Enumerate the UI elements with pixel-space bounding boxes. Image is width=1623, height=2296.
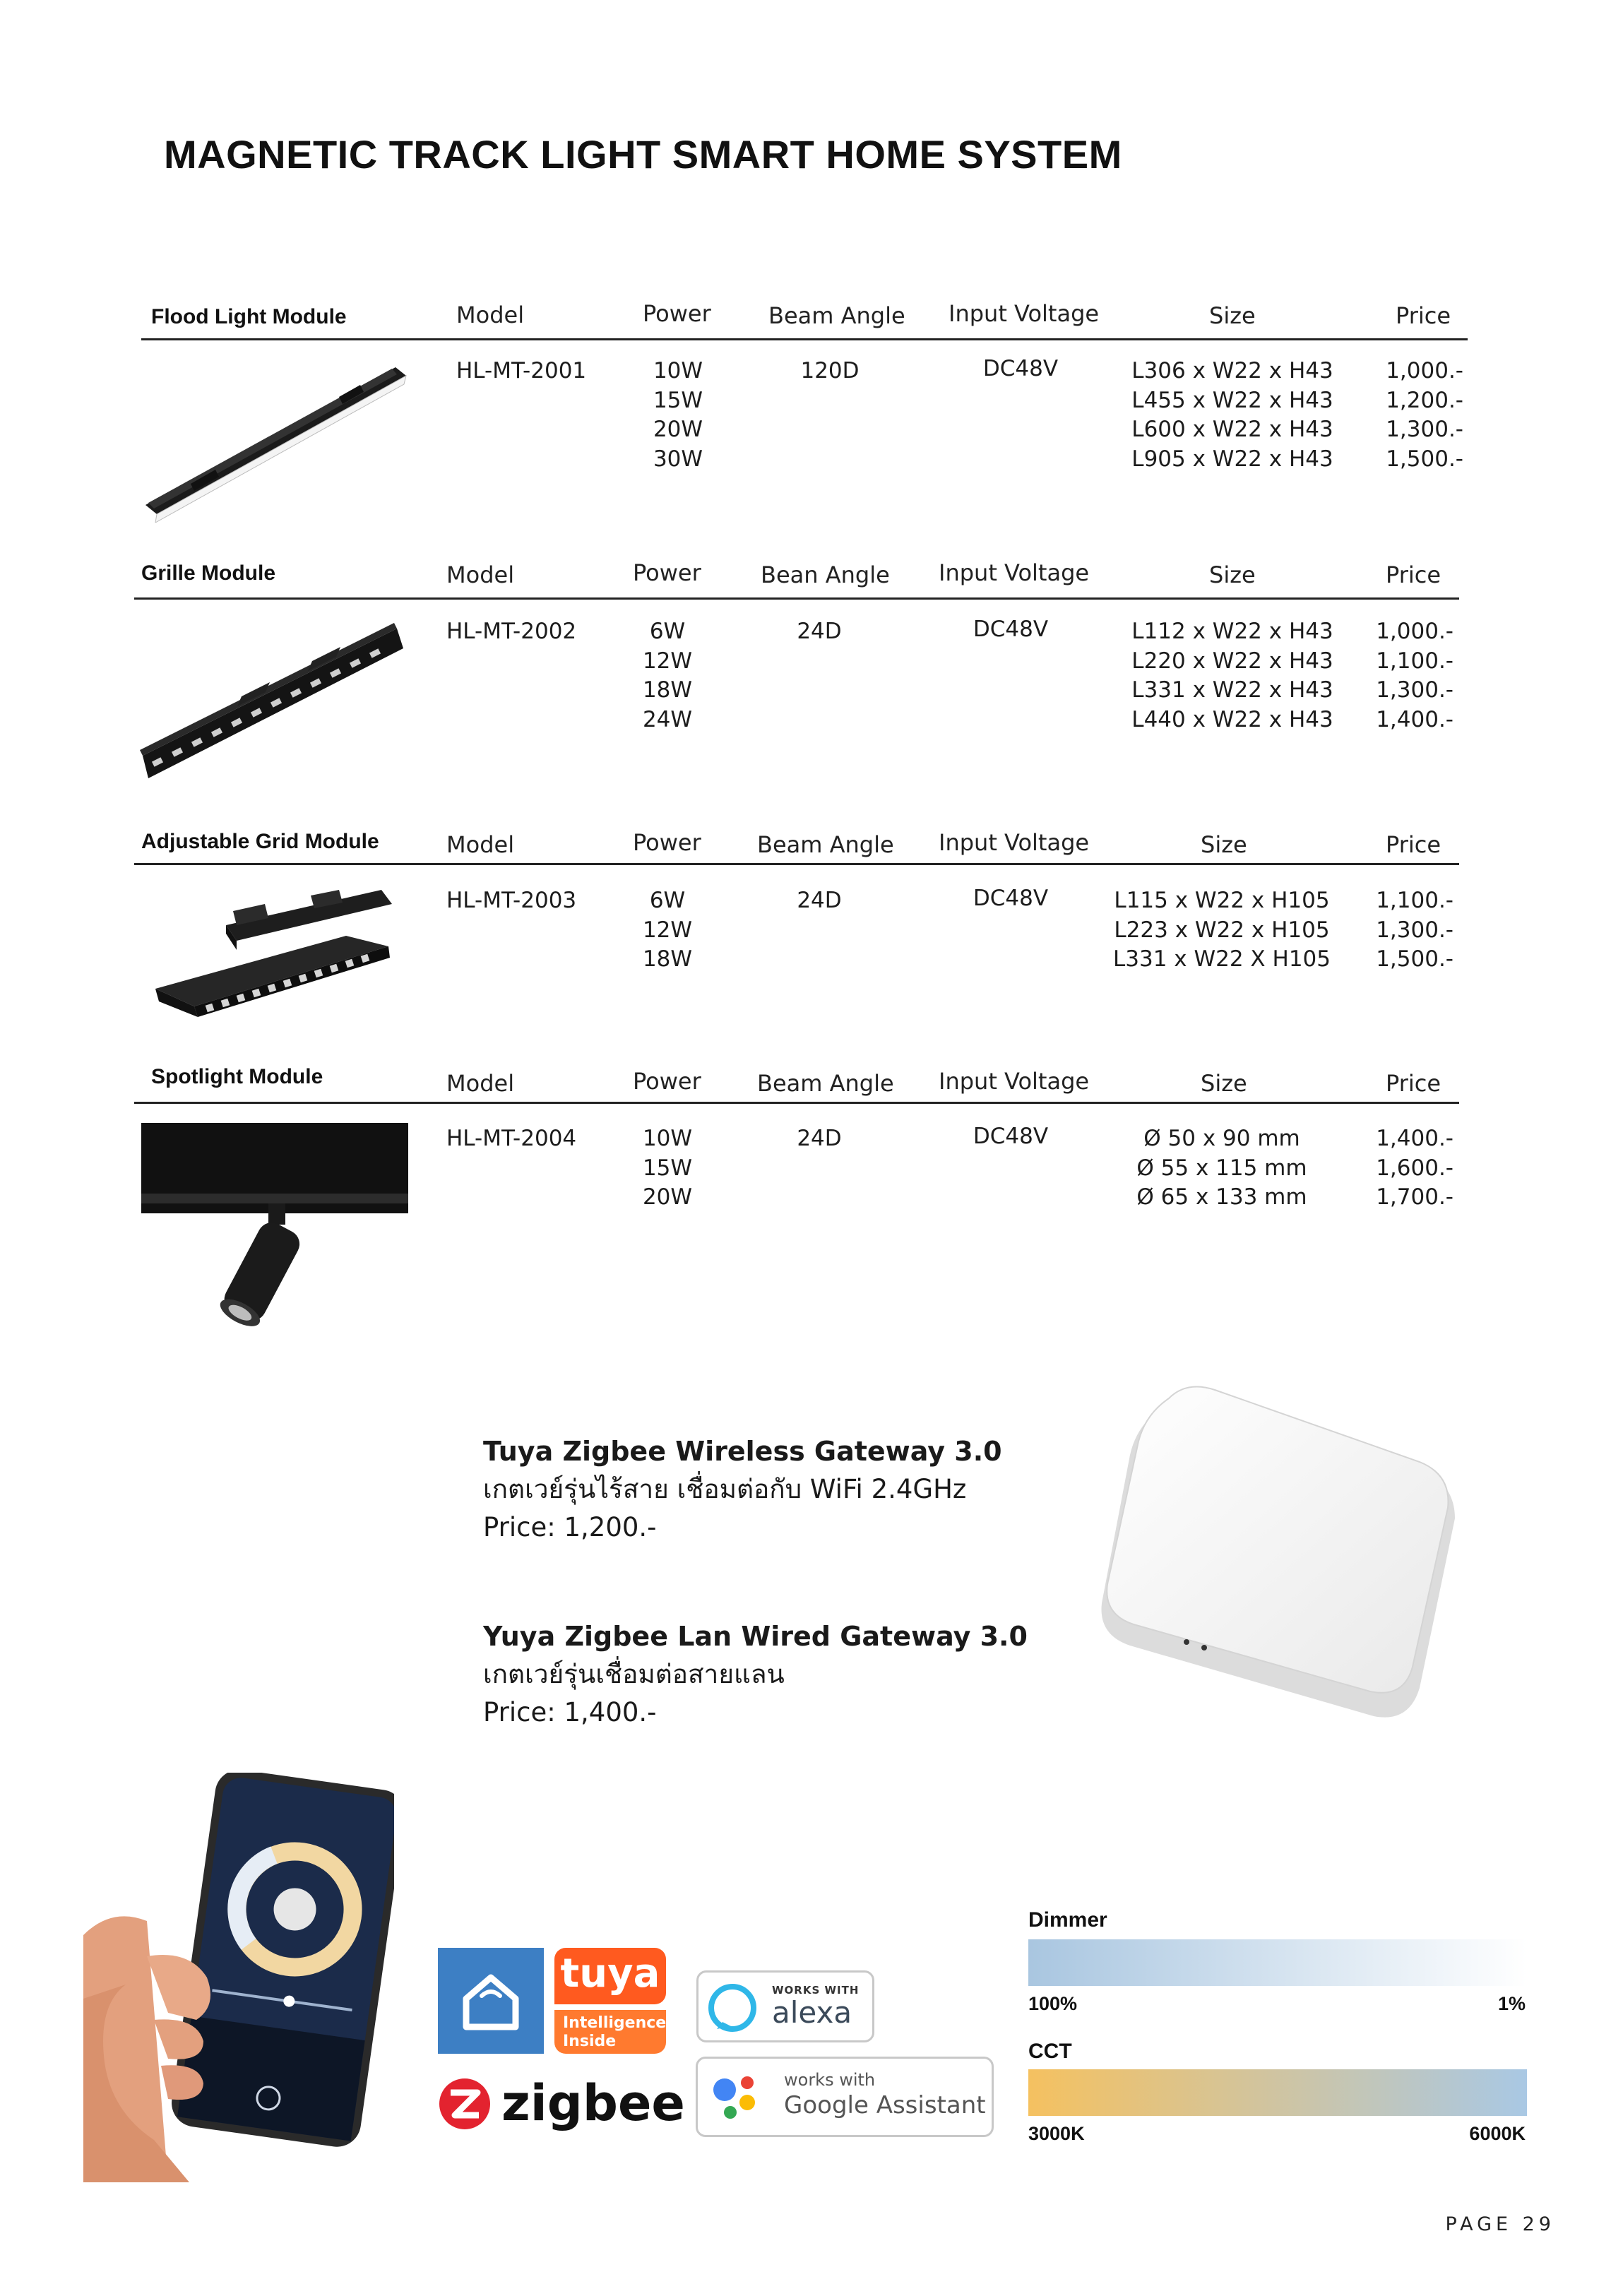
col-header-price: Price	[1386, 831, 1441, 858]
smart-life-logo	[438, 1948, 544, 2054]
col-header-power: Power	[633, 559, 701, 586]
tuya-sub-line: Intelligence	[563, 2014, 667, 2032]
col-header-model: Model	[446, 831, 515, 858]
cct-label: CCT	[1028, 2040, 1072, 2063]
price-value: 1,000.-	[1386, 358, 1463, 383]
power-value: 20W	[642, 1184, 693, 1210]
col-header-power: Power	[643, 300, 711, 327]
price-value: 1,300.-	[1376, 677, 1453, 703]
price-list	[1342, 617, 1453, 734]
power-list	[625, 1124, 710, 1213]
model-cell: HL-MT-2002	[446, 619, 577, 644]
header-rule	[141, 338, 1468, 340]
header-rule	[134, 1102, 1459, 1104]
col-header-price: Price	[1386, 561, 1441, 588]
power-value: 10W	[642, 1126, 693, 1151]
cct-max: 6000K	[1469, 2123, 1526, 2144]
price-list	[1342, 1124, 1453, 1213]
size-list	[1123, 617, 1342, 734]
power-value: 6W	[649, 619, 686, 644]
section-title: Adjustable Grid Module	[141, 830, 379, 853]
power-list	[636, 357, 720, 474]
spotlight-module-image	[141, 1123, 410, 1335]
section-title: Flood Light Module	[151, 305, 347, 328]
alexa-top-text: WORKS WITH	[772, 1984, 860, 1997]
model-cell: HL-MT-2001	[456, 358, 587, 383]
col-header-voltage: Input Voltage	[939, 1068, 1090, 1095]
google-assistant-badge	[696, 2057, 994, 2137]
col-header-price: Price	[1396, 302, 1451, 329]
size-value: L440 x W22 x H43	[1131, 706, 1333, 732]
price-value: 1,500.-	[1376, 946, 1453, 972]
angle-cell: 24D	[797, 1126, 842, 1151]
gateway-description: เกตเวย์รุ่นเชื่อมต่อสายแลน	[483, 1659, 785, 1689]
col-header-model: Model	[446, 1070, 515, 1097]
cct-gradient-bar	[1028, 2069, 1527, 2116]
angle-cell: 24D	[797, 888, 842, 913]
power-value: 10W	[653, 358, 703, 383]
power-value: 24W	[642, 706, 693, 732]
col-header-voltage: Input Voltage	[939, 559, 1090, 586]
col-header-angle: Beam Angle	[757, 831, 894, 858]
size-list	[1112, 1124, 1331, 1213]
price-value: 1,100.-	[1376, 648, 1453, 674]
col-header-model: Model	[456, 302, 525, 328]
google-wordmark: Google Assistant	[784, 2091, 986, 2119]
size-value: L331 x W22 X H105	[1112, 946, 1331, 972]
power-value: 20W	[653, 417, 703, 442]
power-value: 12W	[642, 917, 693, 943]
power-value: 12W	[642, 648, 693, 674]
size-value: L905 x W22 x H43	[1131, 446, 1333, 472]
zigbee-icon	[438, 2077, 492, 2131]
col-header-angle: Bean Angle	[761, 561, 890, 588]
header-rule	[134, 863, 1459, 865]
gateway-name: Tuya Zigbee Wireless Gateway 3.0	[483, 1436, 1002, 1467]
power-value: 15W	[642, 1155, 693, 1181]
tuya-sub-line: Inside	[563, 2033, 617, 2050]
col-header-voltage: Input Voltage	[939, 829, 1090, 856]
tuya-logo	[554, 1948, 666, 2054]
col-header-price: Price	[1386, 1070, 1441, 1097]
dimmer-label: Dimmer	[1028, 1908, 1107, 1932]
col-header-power: Power	[633, 829, 701, 856]
price-list	[1356, 357, 1463, 474]
page-title: MAGNETIC TRACK LIGHT SMART HOME SYSTEM	[164, 132, 1122, 177]
voltage-cell: DC48V	[973, 617, 1049, 642]
power-value: 15W	[653, 387, 703, 413]
google-top-text: works with	[784, 2070, 876, 2090]
price-value: 1,300.-	[1386, 417, 1463, 442]
price-value: 1,500.-	[1386, 446, 1463, 472]
voltage-cell: DC48V	[982, 356, 1059, 381]
power-value: 30W	[653, 446, 703, 472]
cct-min: 3000K	[1028, 2123, 1085, 2144]
alexa-badge	[696, 1970, 874, 2042]
voltage-cell: DC48V	[973, 1124, 1049, 1149]
dimmer-gradient-bar	[1028, 1939, 1527, 1986]
size-list	[1109, 886, 1335, 975]
zigbee-logo	[438, 2073, 685, 2136]
zigbee-wordmark: zigbee	[501, 2074, 685, 2132]
size-list	[1123, 357, 1342, 474]
price-value: 1,400.-	[1376, 1126, 1453, 1151]
voltage-cell: DC48V	[973, 886, 1049, 911]
col-header-size: Size	[1209, 302, 1256, 329]
price-value: 1,700.-	[1376, 1184, 1453, 1210]
section-title: Grille Module	[141, 561, 276, 585]
grille-module-image	[138, 614, 407, 784]
col-header-voltage: Input Voltage	[949, 300, 1100, 327]
col-header-size: Size	[1201, 1070, 1247, 1097]
size-value: L223 x W22 x H105	[1114, 917, 1330, 943]
adjustable-grid-module-image	[148, 883, 396, 1024]
size-value: L600 x W22 x H43	[1131, 417, 1333, 442]
tuya-wordmark: tuya	[554, 1948, 666, 2004]
home-icon	[438, 1948, 544, 2054]
dimmer-min: 100%	[1028, 1993, 1078, 2014]
power-list	[625, 886, 710, 975]
zigbee-gateway-image	[1088, 1384, 1483, 1744]
size-value: Ø 50 x 90 mm	[1143, 1126, 1300, 1151]
section-title: Spotlight Module	[151, 1065, 323, 1088]
alexa-wordmark: alexa	[772, 1995, 852, 2030]
size-value: L220 x W22 x H43	[1131, 648, 1333, 674]
angle-cell: 120D	[800, 358, 860, 383]
phone-app-image	[83, 1773, 394, 2182]
price-value: 1,100.-	[1376, 888, 1453, 913]
size-value: L455 x W22 x H43	[1131, 387, 1333, 413]
google-assistant-icon	[711, 2073, 767, 2122]
alexa-icon	[707, 1982, 758, 2033]
gateway-info	[483, 1432, 1028, 1732]
price-list	[1342, 886, 1453, 975]
size-value: L331 x W22 x H43	[1131, 677, 1333, 703]
col-header-power: Power	[633, 1068, 701, 1095]
price-value: 1,200.-	[1386, 387, 1463, 413]
model-cell: HL-MT-2003	[446, 888, 577, 913]
col-header-angle: Beam Angle	[757, 1070, 894, 1097]
size-value: L112 x W22 x H43	[1131, 619, 1333, 644]
power-value: 6W	[649, 888, 686, 913]
gateway-price: Price: 1,200.-	[483, 1512, 657, 1542]
col-header-angle: Beam Angle	[768, 302, 905, 329]
size-value: L115 x W22 x H105	[1114, 888, 1330, 913]
col-header-size: Size	[1209, 561, 1256, 588]
page-number: PAGE 29	[1445, 2213, 1555, 2235]
size-value: Ø 65 x 133 mm	[1136, 1184, 1307, 1210]
flood-light-module-image	[141, 353, 410, 523]
price-value: 1,300.-	[1376, 917, 1453, 943]
price-value: 1,600.-	[1376, 1155, 1453, 1181]
size-value: L306 x W22 x H43	[1131, 358, 1333, 383]
price-value: 1,000.-	[1376, 619, 1453, 644]
size-value: Ø 55 x 115 mm	[1136, 1155, 1307, 1181]
tuya-subtitle	[554, 2010, 666, 2054]
power-value: 18W	[642, 677, 693, 703]
header-rule	[134, 597, 1459, 600]
gateway-price: Price: 1,400.-	[483, 1697, 657, 1727]
col-header-model: Model	[446, 561, 515, 588]
power-list	[625, 617, 710, 734]
gateway-description: เกตเวย์รุ่นไร้สาย เชื่อมต่อกับ WiFi 2.4GHz	[483, 1474, 967, 1504]
model-cell: HL-MT-2004	[446, 1126, 577, 1151]
gateway-name: Yuya Zigbee Lan Wired Gateway 3.0	[483, 1621, 1028, 1652]
dimmer-max: 1%	[1497, 1993, 1526, 2014]
price-value: 1,400.-	[1376, 706, 1453, 732]
angle-cell: 24D	[797, 619, 842, 644]
power-value: 18W	[642, 946, 693, 972]
col-header-size: Size	[1201, 831, 1247, 858]
